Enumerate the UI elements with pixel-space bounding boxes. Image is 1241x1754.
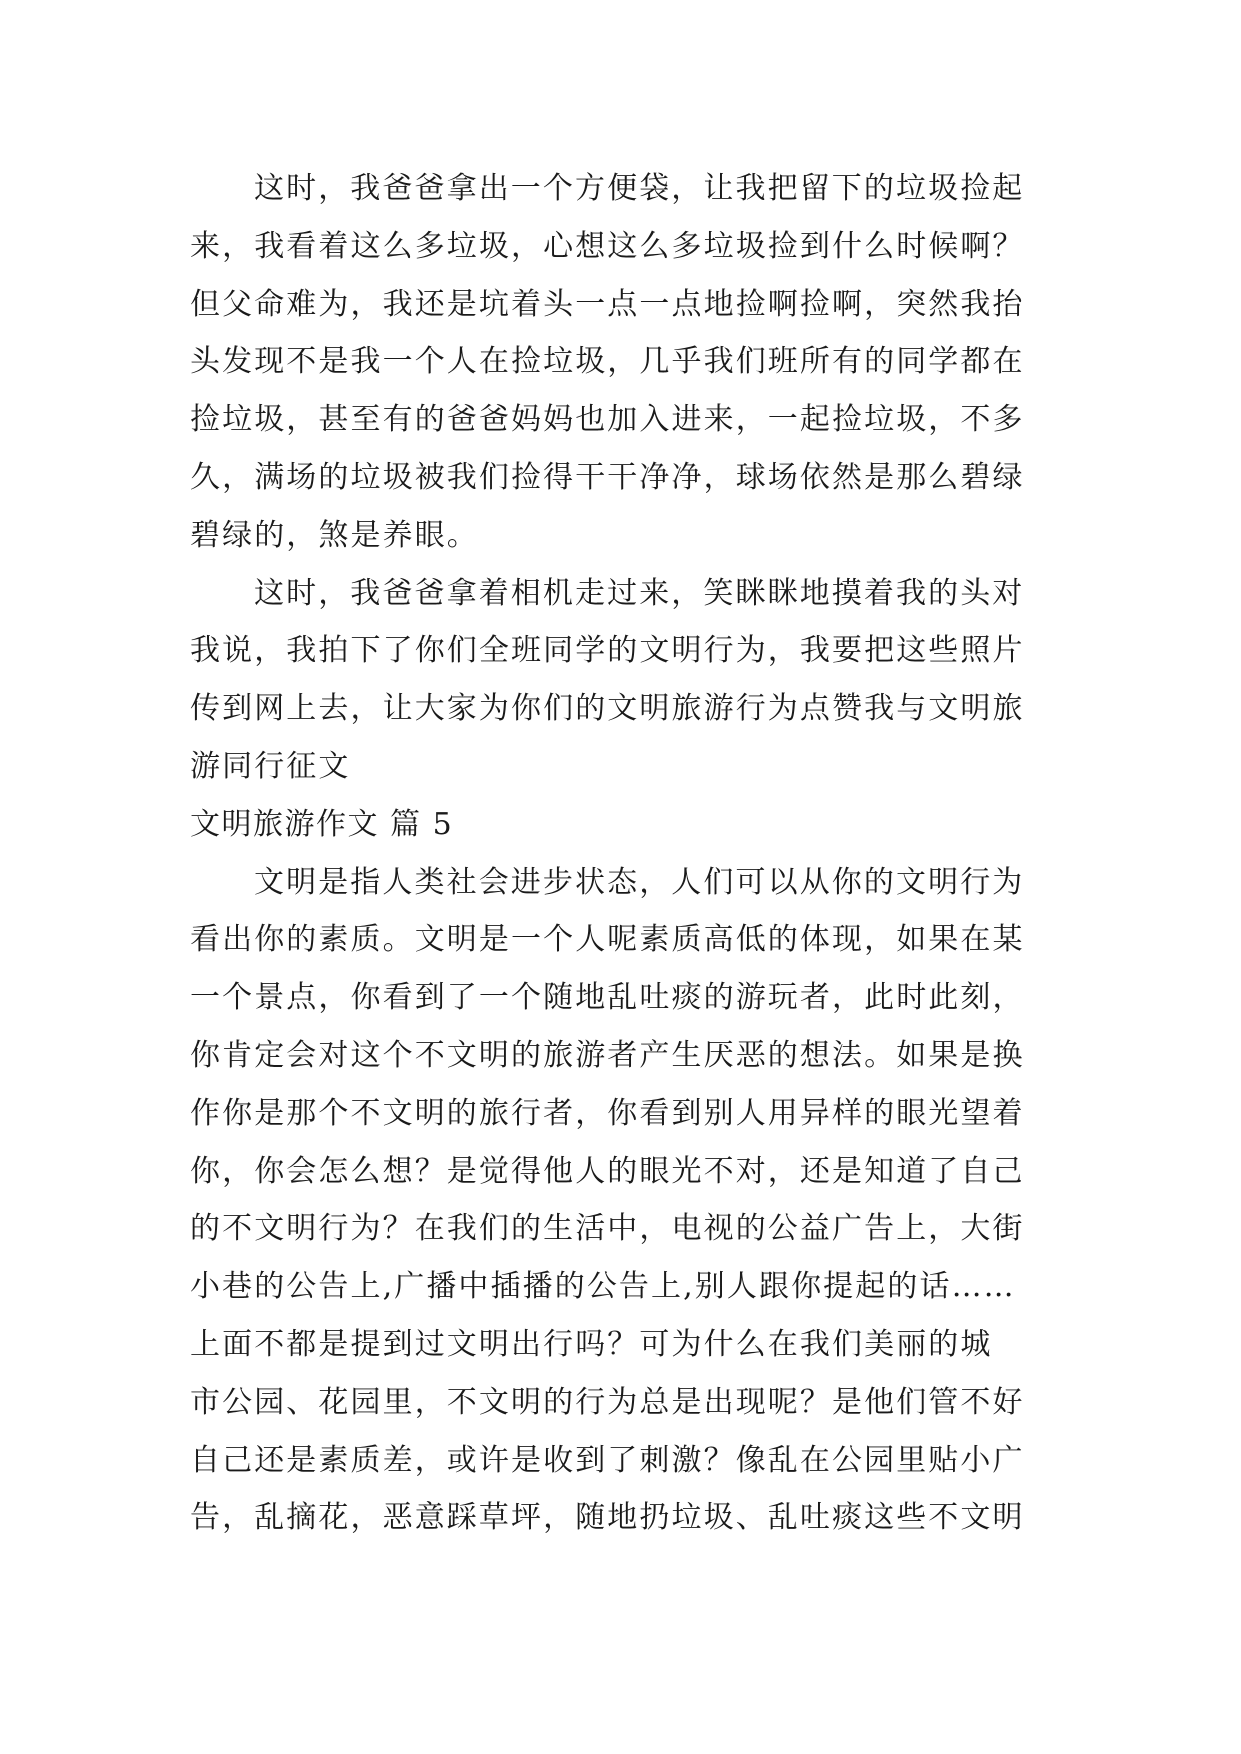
- document-page: [190, 160, 1050, 1547]
- section-heading: 文明旅游作文 篇 5: [190, 806, 454, 842]
- paragraph-father-camera: 这时，我爸爸拿着相机走过来，笑眯眯地摸着我的头对 我说，我拍下了你们全班同学的文明行为，我要把这些照片 传到网上去，让大家为你们的文明旅游行为点赞我与文明旅 游同行征文: [190, 575, 1025, 784]
- paragraph-picking-up-litter: 这时，我爸爸拿出一个方便袋，让我把留下的垃圾捡起 来，我看着这么多垃圾，心想这么多垃圾捡到什么时候啊？ 但父命难为，我还是坑着头一点一点地捡啊捡啊，突然我抬 头发现不是我一个人在捡垃圾，几乎我们班所有的同学都在 捡垃圾，甚至有的爸爸妈妈也加入进来，一起捡垃圾，不多 久，满场的垃圾被我们捡得干干净净，球场依然是那么碧绿 碧绿的，煞是养眼。: [190, 171, 1025, 553]
- paragraph-civilization-definition: 文明是指人类社会进步状态，人们可以从你的文明行为 看出你的素质。文明是一个人呢素质高低的体现，如果在某 一个景点，你看到了一个随地乱吐痰的游玩者，此时此刻， 你肯定会对这个不文明的旅游者产生厌恶的想法。如果是换 作你是那个不文明的旅行者，你看到别人用异样的眼光望着 你，你会怎么想？是觉得他人的眼光不对，还是知道了自己 的不文明行为？在我们的生活中，电视的公益广告上，大街 小巷的公告上,广播中插播的公告上,别人跟你提起的话…… 上面不都是提到过文明出行吗？可为什么在我们美丽的城 市公园、花园里，不文明的行为总是出现呢？是他们管不好 自己还是素质差，或许是收到了刺激？像乱在公园里贴小广 告，乱摘花，恶意踩草坪，随地扔垃圾、乱吐痰这些不文明: [190, 864, 1025, 1536]
